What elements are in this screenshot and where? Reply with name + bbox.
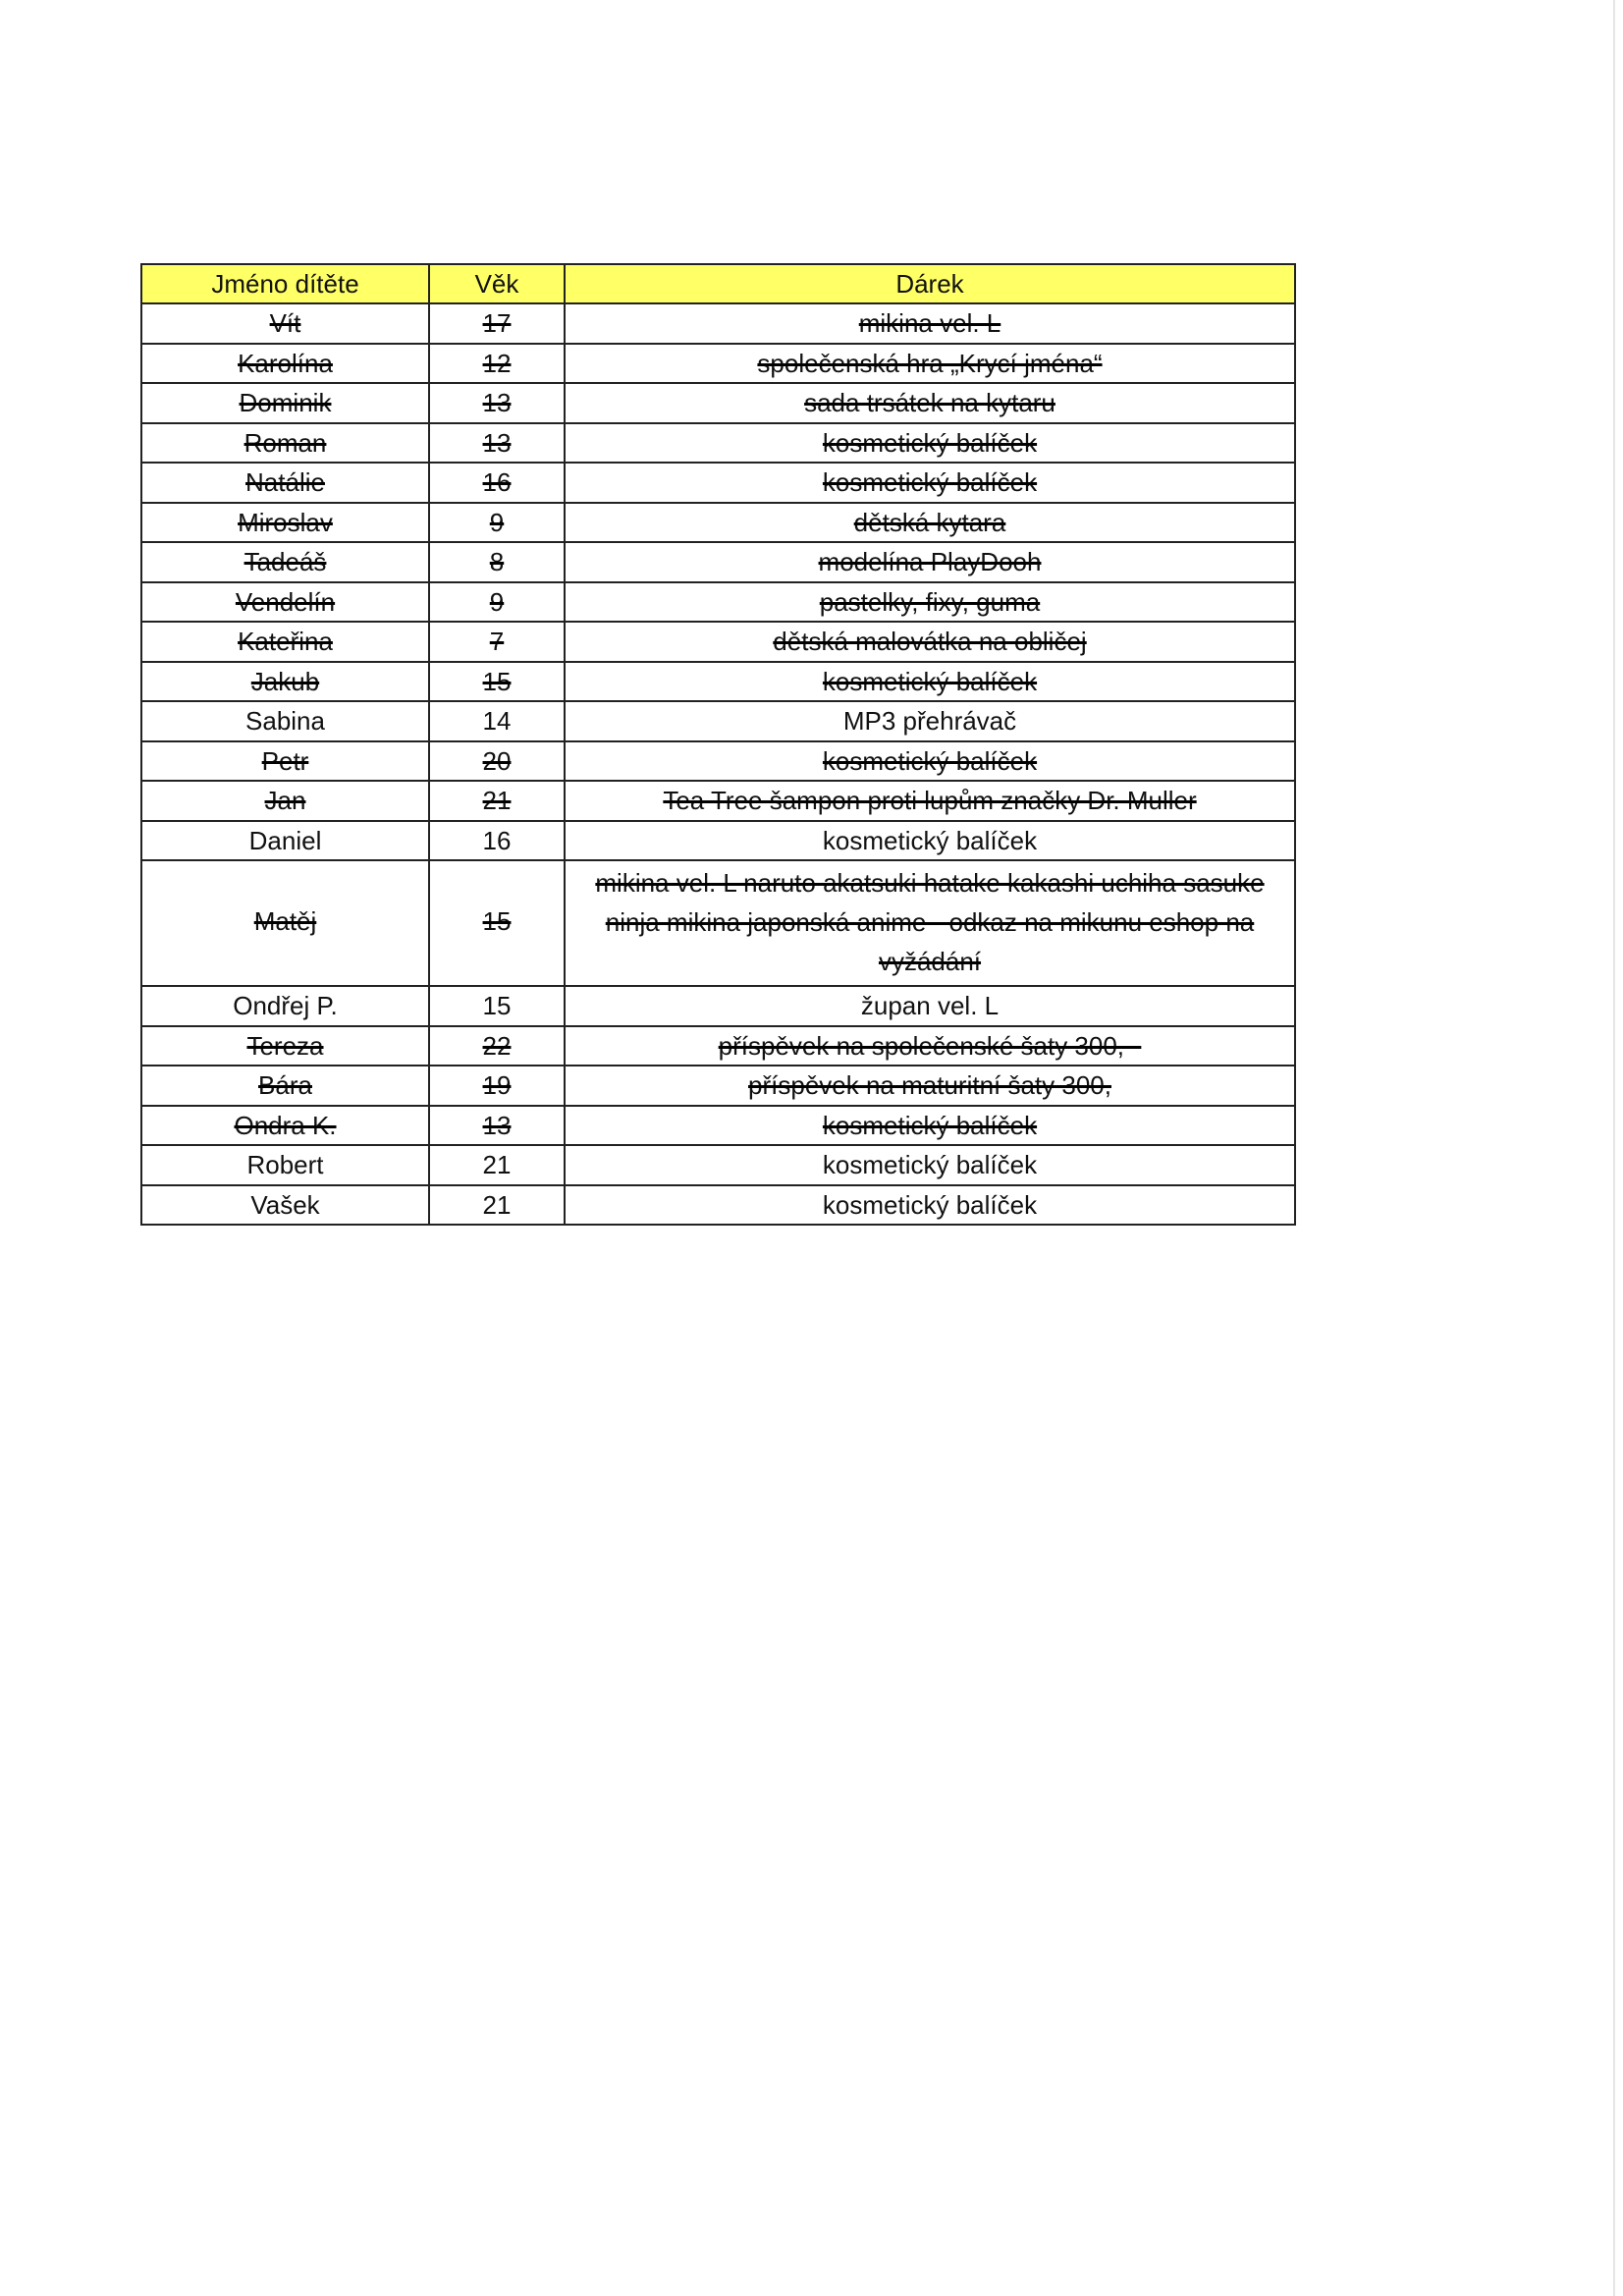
child-age: 15 <box>482 991 512 1021</box>
child-age-cell <box>429 860 565 986</box>
child-name: Ondra K. <box>234 1110 337 1140</box>
child-age-cell <box>429 1185 565 1226</box>
child-name: Dominik <box>239 388 332 418</box>
child-age: 17 <box>482 308 512 339</box>
gift-cell <box>565 701 1295 741</box>
child-name-cell <box>141 741 429 782</box>
child-name: Natálie <box>245 467 325 498</box>
child-name: Bára <box>258 1070 312 1101</box>
child-name-cell <box>141 303 429 344</box>
table-row <box>141 1026 1295 1066</box>
child-name-cell <box>141 503 429 543</box>
child-name-cell <box>141 423 429 464</box>
page-edge <box>1613 0 1615 2296</box>
child-age: 8 <box>489 547 505 577</box>
child-name-cell <box>141 860 429 986</box>
child-name-cell <box>141 662 429 702</box>
table-row <box>141 821 1295 861</box>
child-age-cell <box>429 701 565 741</box>
gift-cell <box>565 781 1295 821</box>
child-name: Robert <box>246 1150 324 1180</box>
table-row <box>141 582 1295 623</box>
gift-cell <box>565 986 1295 1026</box>
gift-text: dětská kytara <box>853 507 1006 537</box>
gift-text: kosmetický balíček <box>822 1150 1038 1180</box>
child-name: Roman <box>243 427 327 458</box>
child-name: Vašek <box>250 1189 320 1220</box>
table-row <box>141 741 1295 782</box>
child-name: Miroslav <box>238 507 333 537</box>
child-name-cell <box>141 582 429 623</box>
gift-text: kosmetický balíček <box>822 1110 1038 1140</box>
child-name-cell <box>141 1026 429 1066</box>
child-age: 21 <box>482 1189 512 1220</box>
child-name: Kateřina <box>238 627 333 657</box>
gift-text: modelína PlayDooh <box>818 547 1042 577</box>
gift-cell <box>565 383 1295 423</box>
child-name-cell <box>141 1106 429 1146</box>
child-age: 9 <box>489 586 505 617</box>
gift-cell <box>565 423 1295 464</box>
child-name: Vendelín <box>235 586 336 617</box>
gift-text: mikina vel. L <box>858 308 1001 339</box>
child-age: 9 <box>489 507 505 537</box>
child-age: 12 <box>482 348 512 378</box>
child-name-cell <box>141 1066 429 1106</box>
child-age-cell <box>429 542 565 582</box>
gift-cell <box>565 303 1295 344</box>
child-name: Petr <box>261 745 309 776</box>
gift-text: sada trsátek na kytaru <box>804 388 1055 418</box>
child-age: 14 <box>482 706 512 737</box>
child-age: 7 <box>489 627 505 657</box>
child-age-cell <box>429 303 565 344</box>
gift-text: příspěvek na maturitní šaty 300, <box>748 1070 1111 1101</box>
gift-table <box>140 263 1296 1226</box>
child-name: Tadeáš <box>243 547 327 577</box>
gift-cell <box>565 463 1295 503</box>
header-name: Jméno dítěte <box>141 264 429 303</box>
gift-cell <box>565 1145 1295 1185</box>
child-age: 20 <box>482 745 512 776</box>
gift-cell <box>565 542 1295 582</box>
gift-cell <box>565 622 1295 662</box>
child-name: Tereza <box>246 1030 324 1061</box>
table-row <box>141 542 1295 582</box>
child-name-cell <box>141 622 429 662</box>
child-age: 19 <box>482 1070 512 1101</box>
child-name-cell <box>141 986 429 1026</box>
child-age-cell <box>429 781 565 821</box>
gift-cell <box>565 1106 1295 1146</box>
child-age-cell <box>429 1066 565 1106</box>
child-name-cell <box>141 463 429 503</box>
child-name: Vít <box>269 308 301 339</box>
child-age-cell <box>429 344 565 384</box>
gift-line: vyžádání <box>878 947 982 976</box>
child-name: Jakub <box>250 666 320 696</box>
gift-line: mikina vel. L naruto akatsuki hatake kakashi uchiha sasuke <box>595 868 1265 898</box>
child-age-cell <box>429 821 565 861</box>
child-name-cell <box>141 1185 429 1226</box>
child-name: Karolína <box>238 348 333 378</box>
child-name-cell <box>141 781 429 821</box>
table-row <box>141 986 1295 1026</box>
child-name: Daniel <box>248 825 322 855</box>
table-row <box>141 662 1295 702</box>
child-age: 15 <box>482 906 512 936</box>
child-age-cell <box>429 986 565 1026</box>
gift-text: kosmetický balíček <box>822 666 1038 696</box>
child-age-cell <box>429 463 565 503</box>
gift-cell <box>565 1185 1295 1226</box>
gift-text: příspěvek na společenské šaty 300,-- <box>718 1030 1142 1061</box>
child-age: 22 <box>482 1030 512 1061</box>
table-row <box>141 423 1295 464</box>
gift-cell <box>565 741 1295 782</box>
child-name-cell <box>141 542 429 582</box>
child-age: 13 <box>482 427 512 458</box>
child-age-cell <box>429 1026 565 1066</box>
child-age: 13 <box>482 1110 512 1140</box>
child-age: 13 <box>482 388 512 418</box>
child-name-cell <box>141 821 429 861</box>
gift-cell <box>565 344 1295 384</box>
child-age-cell <box>429 503 565 543</box>
child-age-cell <box>429 741 565 782</box>
table-row <box>141 503 1295 543</box>
gift-text: župan vel. L <box>860 991 1000 1021</box>
gift-text: dětská malovátka na obličej <box>773 627 1087 657</box>
table-row <box>141 383 1295 423</box>
gift-cell <box>565 662 1295 702</box>
gift-cell <box>565 582 1295 623</box>
child-name-cell <box>141 344 429 384</box>
table-row <box>141 463 1295 503</box>
table-row <box>141 701 1295 741</box>
child-age: 15 <box>482 666 512 696</box>
gift-text: kosmetický balíček <box>822 1189 1038 1220</box>
gift-text: společenská hra „Krycí jména“ <box>757 348 1103 378</box>
header-gift: Dárek <box>565 264 1295 303</box>
table-row <box>141 781 1295 821</box>
table-row <box>141 303 1295 344</box>
child-age-cell <box>429 582 565 623</box>
gift-text: pastelky, fixy, guma <box>819 586 1041 617</box>
child-age: 16 <box>482 467 512 498</box>
child-age-cell <box>429 1145 565 1185</box>
header-row <box>141 264 1295 303</box>
child-age-cell <box>429 1106 565 1146</box>
child-age-cell <box>429 622 565 662</box>
table-row <box>141 1185 1295 1226</box>
gift-text: kosmetický balíček <box>822 825 1038 855</box>
child-age: 21 <box>482 1150 512 1180</box>
gift-cell <box>565 503 1295 543</box>
gift-text: kosmetický balíček <box>822 467 1038 498</box>
child-age: 21 <box>482 786 512 816</box>
gift-line: ninja mikina japonská anime - odkaz na mikunu eshop na <box>605 907 1255 937</box>
table-body <box>141 303 1295 1225</box>
child-name-cell <box>141 1145 429 1185</box>
gift-text: kosmetický balíček <box>822 427 1038 458</box>
child-name: Jan <box>264 786 306 816</box>
child-age-cell <box>429 423 565 464</box>
header-age: Věk <box>429 264 565 303</box>
table-row <box>141 1066 1295 1106</box>
table-row <box>141 344 1295 384</box>
table-row <box>141 622 1295 662</box>
child-name-cell <box>141 701 429 741</box>
gift-cell <box>565 860 1295 986</box>
gift-cell <box>565 1066 1295 1106</box>
table-row <box>141 860 1295 986</box>
gift-text: Tea Tree šampon proti lupům značky Dr. Muller <box>663 786 1197 816</box>
table-row <box>141 1145 1295 1185</box>
child-name: Ondřej P. <box>233 991 338 1021</box>
child-age-cell <box>429 383 565 423</box>
gift-cell <box>565 821 1295 861</box>
gift-text: kosmetický balíček <box>822 745 1038 776</box>
gift-cell <box>565 1026 1295 1066</box>
child-name: Matěj <box>253 906 317 936</box>
child-age: 16 <box>482 825 512 855</box>
gift-text: MP3 přehrávač <box>842 706 1017 737</box>
child-name-cell <box>141 383 429 423</box>
child-age-cell <box>429 662 565 702</box>
table-row <box>141 1106 1295 1146</box>
child-name: Sabina <box>245 706 325 737</box>
